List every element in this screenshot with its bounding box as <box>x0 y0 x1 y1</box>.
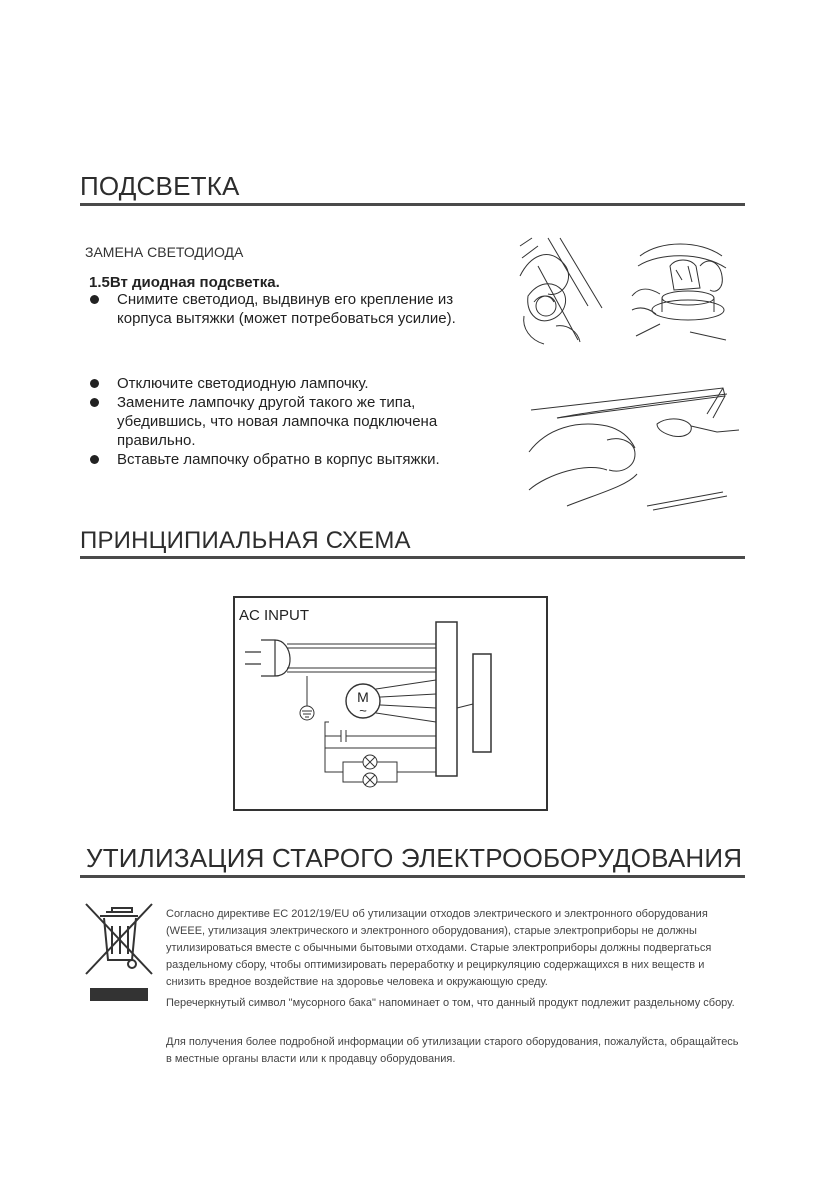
list-item: Снимите светодиод, выдвинув его крепление из корпуса вытяжки (может потребоваться усилие). <box>89 290 459 328</box>
disposal-paragraph-1: Согласно директиве ЕС 2012/19/EU об утилизации отходов электрического и электронного оборудования (WEEE, утилизация электрического и электронного оборудования), старые электроприборы не должны утилизироваться вместе с обычными бытовыми отходами. Старые электроприборы должны подвергаться раздельному сбору, чтобы оптимизировать переработку и рециркуляцию содержащихся в них веществ и снизить вредное воздействие на здоровье человека и окружающую среду. <box>166 908 712 988</box>
disposal-section-title: УТИЛИЗАЦИЯ СТАРОГО ЭЛЕКТРООБОРУДОВАНИЯ <box>80 844 745 878</box>
led-removal-illustration-2 <box>630 236 732 346</box>
crossed-out-wheelie-bin-icon <box>82 900 156 1004</box>
lamp-replacement-illustration <box>527 382 753 512</box>
led-removal-illustration-1 <box>518 236 618 348</box>
lighting-section-title: ПОДСВЕТКА <box>80 172 745 206</box>
led-power-line: 1.5Вт диодная подсветка. <box>89 274 280 291</box>
steps-list-2 <box>89 374 479 469</box>
list-item: Вставьте лампочку обратно в корпус вытяжки. <box>89 450 479 469</box>
steps-list-1 <box>89 290 459 328</box>
weee-bar <box>90 988 148 1001</box>
schematic-section-title: ПРИНЦИПИАЛЬНАЯ СХЕМА <box>80 528 745 559</box>
list-item: Отключите светодиодную лампочку. <box>89 374 479 393</box>
wiring-schematic <box>233 596 549 812</box>
schematic-frame <box>234 597 547 810</box>
ac-input-label: AC INPUT <box>239 607 310 624</box>
terminal-block <box>436 622 457 776</box>
motor-symbol: ~ <box>359 703 367 718</box>
led-replacement-subheading: ЗАМЕНА СВЕТОДИОДА <box>85 244 244 260</box>
disposal-paragraph-3: Для получения более подробной информации об утилизации старого оборудования, пожалуйста, обращайтесь в местные органы власти или к продавцу оборудования. <box>166 1036 739 1065</box>
motor-label: M <box>357 689 369 705</box>
list-item: Замените лампочку другой такого же типа, убедившись, что новая лампочка подключена правильно. <box>89 393 479 450</box>
disposal-paragraph-2: Перечеркнутый символ "мусорного бака" напоминает о том, что данный продукт подлежит раздельному сбору. <box>166 997 735 1009</box>
control-board <box>473 654 491 752</box>
